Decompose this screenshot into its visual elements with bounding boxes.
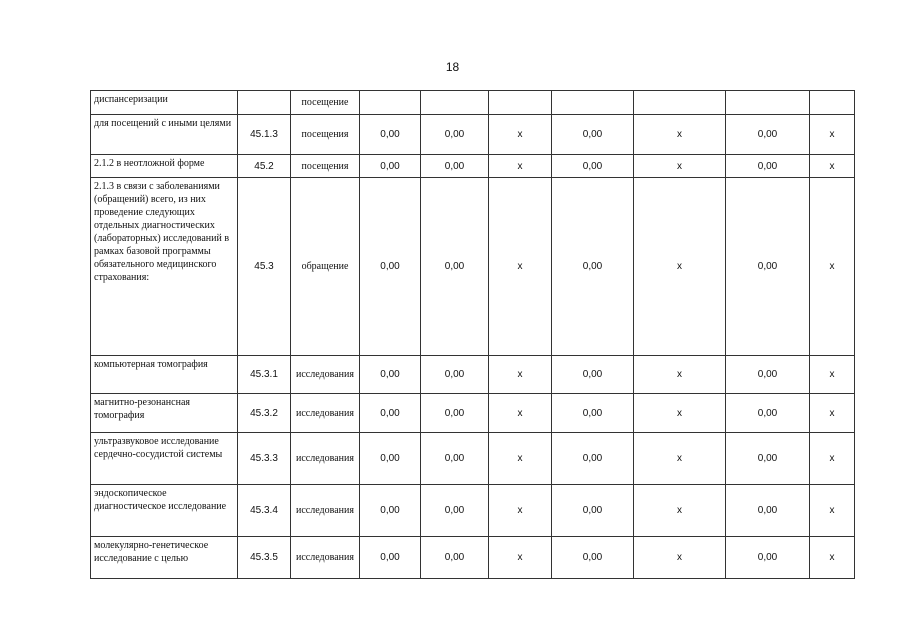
value-cell: x xyxy=(634,356,726,394)
value-cell: x xyxy=(489,356,552,394)
value-cell xyxy=(489,91,552,115)
value-cell: 0,00 xyxy=(360,155,421,178)
table-row xyxy=(91,115,855,155)
row-unit: посещение xyxy=(291,91,360,115)
value-cell xyxy=(360,91,421,115)
value-cell: x xyxy=(634,115,726,155)
value-cell: 0,00 xyxy=(360,394,421,433)
value-cell: 0,00 xyxy=(726,178,810,356)
row-unit: исследования xyxy=(291,356,360,394)
row-code: 45.2 xyxy=(238,155,291,178)
value-cell: 0,00 xyxy=(552,433,634,485)
value-cell xyxy=(552,91,634,115)
row-name: ультразвуковое исследование сердечно-сосудистой системы xyxy=(91,433,238,485)
value-cell: 0,00 xyxy=(726,155,810,178)
row-unit: обращение xyxy=(291,178,360,356)
row-unit: исследования xyxy=(291,537,360,579)
value-cell: 0,00 xyxy=(360,178,421,356)
table-row xyxy=(91,433,855,485)
value-cell: 0,00 xyxy=(726,537,810,579)
row-unit: исследования xyxy=(291,433,360,485)
row-code: 45.3.2 xyxy=(238,394,291,433)
value-cell xyxy=(421,91,489,115)
value-cell: x xyxy=(810,433,855,485)
value-cell: 0,00 xyxy=(421,537,489,579)
value-cell: x xyxy=(489,485,552,537)
value-cell: x xyxy=(634,485,726,537)
row-code: 45.3.1 xyxy=(238,356,291,394)
value-cell: 0,00 xyxy=(552,356,634,394)
value-cell: x xyxy=(634,178,726,356)
row-code: 45.3.3 xyxy=(238,433,291,485)
row-name: 2.1.2 в неотложной форме xyxy=(91,155,238,178)
row-name: 2.1.3 в связи с заболеваниями (обращений) всего, из них проведение следующих отдельных диагностических (лабораторных) исследований в рамках базовой программы обязательного медицинского страхования: xyxy=(91,178,238,356)
table-row xyxy=(91,537,855,579)
row-name: магнитно-резонансная томография xyxy=(91,394,238,433)
value-cell: x xyxy=(810,394,855,433)
table-row xyxy=(91,155,855,178)
value-cell: 0,00 xyxy=(726,394,810,433)
value-cell: x xyxy=(489,178,552,356)
row-code: 45.3.4 xyxy=(238,485,291,537)
value-cell: x xyxy=(489,155,552,178)
indicators-table xyxy=(90,90,855,579)
value-cell: 0,00 xyxy=(421,115,489,155)
value-cell xyxy=(726,91,810,115)
value-cell: 0,00 xyxy=(421,394,489,433)
row-code: 45.1.3 xyxy=(238,115,291,155)
value-cell: x xyxy=(489,537,552,579)
row-name: молекулярно-генетическое исследование с целью xyxy=(91,537,238,579)
value-cell: x xyxy=(634,155,726,178)
value-cell: 0,00 xyxy=(552,178,634,356)
value-cell: 0,00 xyxy=(360,356,421,394)
row-name: для посещений с иными целями xyxy=(91,115,238,155)
value-cell: 0,00 xyxy=(421,356,489,394)
value-cell: 0,00 xyxy=(360,433,421,485)
value-cell: x xyxy=(489,115,552,155)
table-row xyxy=(91,91,855,115)
row-unit: исследования xyxy=(291,394,360,433)
row-name: диспансеризации xyxy=(91,91,238,115)
value-cell: x xyxy=(810,537,855,579)
value-cell: x xyxy=(810,155,855,178)
value-cell: x xyxy=(810,115,855,155)
row-code: 45.3.5 xyxy=(238,537,291,579)
value-cell: 0,00 xyxy=(552,115,634,155)
value-cell: 0,00 xyxy=(726,115,810,155)
table-row xyxy=(91,178,855,356)
value-cell: 0,00 xyxy=(421,155,489,178)
value-cell: 0,00 xyxy=(421,178,489,356)
value-cell xyxy=(810,91,855,115)
value-cell: 0,00 xyxy=(421,433,489,485)
table-row xyxy=(91,394,855,433)
row-code xyxy=(238,91,291,115)
value-cell: 0,00 xyxy=(360,537,421,579)
value-cell: 0,00 xyxy=(552,537,634,579)
row-unit: посещения xyxy=(291,115,360,155)
value-cell xyxy=(634,91,726,115)
row-name: компьютерная томография xyxy=(91,356,238,394)
row-name: эндоскопическое диагностическое исследование xyxy=(91,485,238,537)
value-cell: 0,00 xyxy=(360,115,421,155)
value-cell: x xyxy=(634,394,726,433)
value-cell: x xyxy=(489,394,552,433)
value-cell: 0,00 xyxy=(360,485,421,537)
row-unit: исследования xyxy=(291,485,360,537)
table-row xyxy=(91,485,855,537)
value-cell: x xyxy=(810,485,855,537)
value-cell: 0,00 xyxy=(552,155,634,178)
value-cell: x xyxy=(634,433,726,485)
row-unit: посещения xyxy=(291,155,360,178)
value-cell: x xyxy=(810,178,855,356)
value-cell: 0,00 xyxy=(552,485,634,537)
page-number: 18 xyxy=(445,60,460,74)
value-cell: 0,00 xyxy=(552,394,634,433)
table-row xyxy=(91,356,855,394)
table-body xyxy=(91,91,855,579)
row-code: 45.3 xyxy=(238,178,291,356)
value-cell: x xyxy=(489,433,552,485)
value-cell: 0,00 xyxy=(726,433,810,485)
value-cell: 0,00 xyxy=(726,356,810,394)
value-cell: x xyxy=(810,356,855,394)
value-cell: x xyxy=(634,537,726,579)
value-cell: 0,00 xyxy=(726,485,810,537)
value-cell: 0,00 xyxy=(421,485,489,537)
